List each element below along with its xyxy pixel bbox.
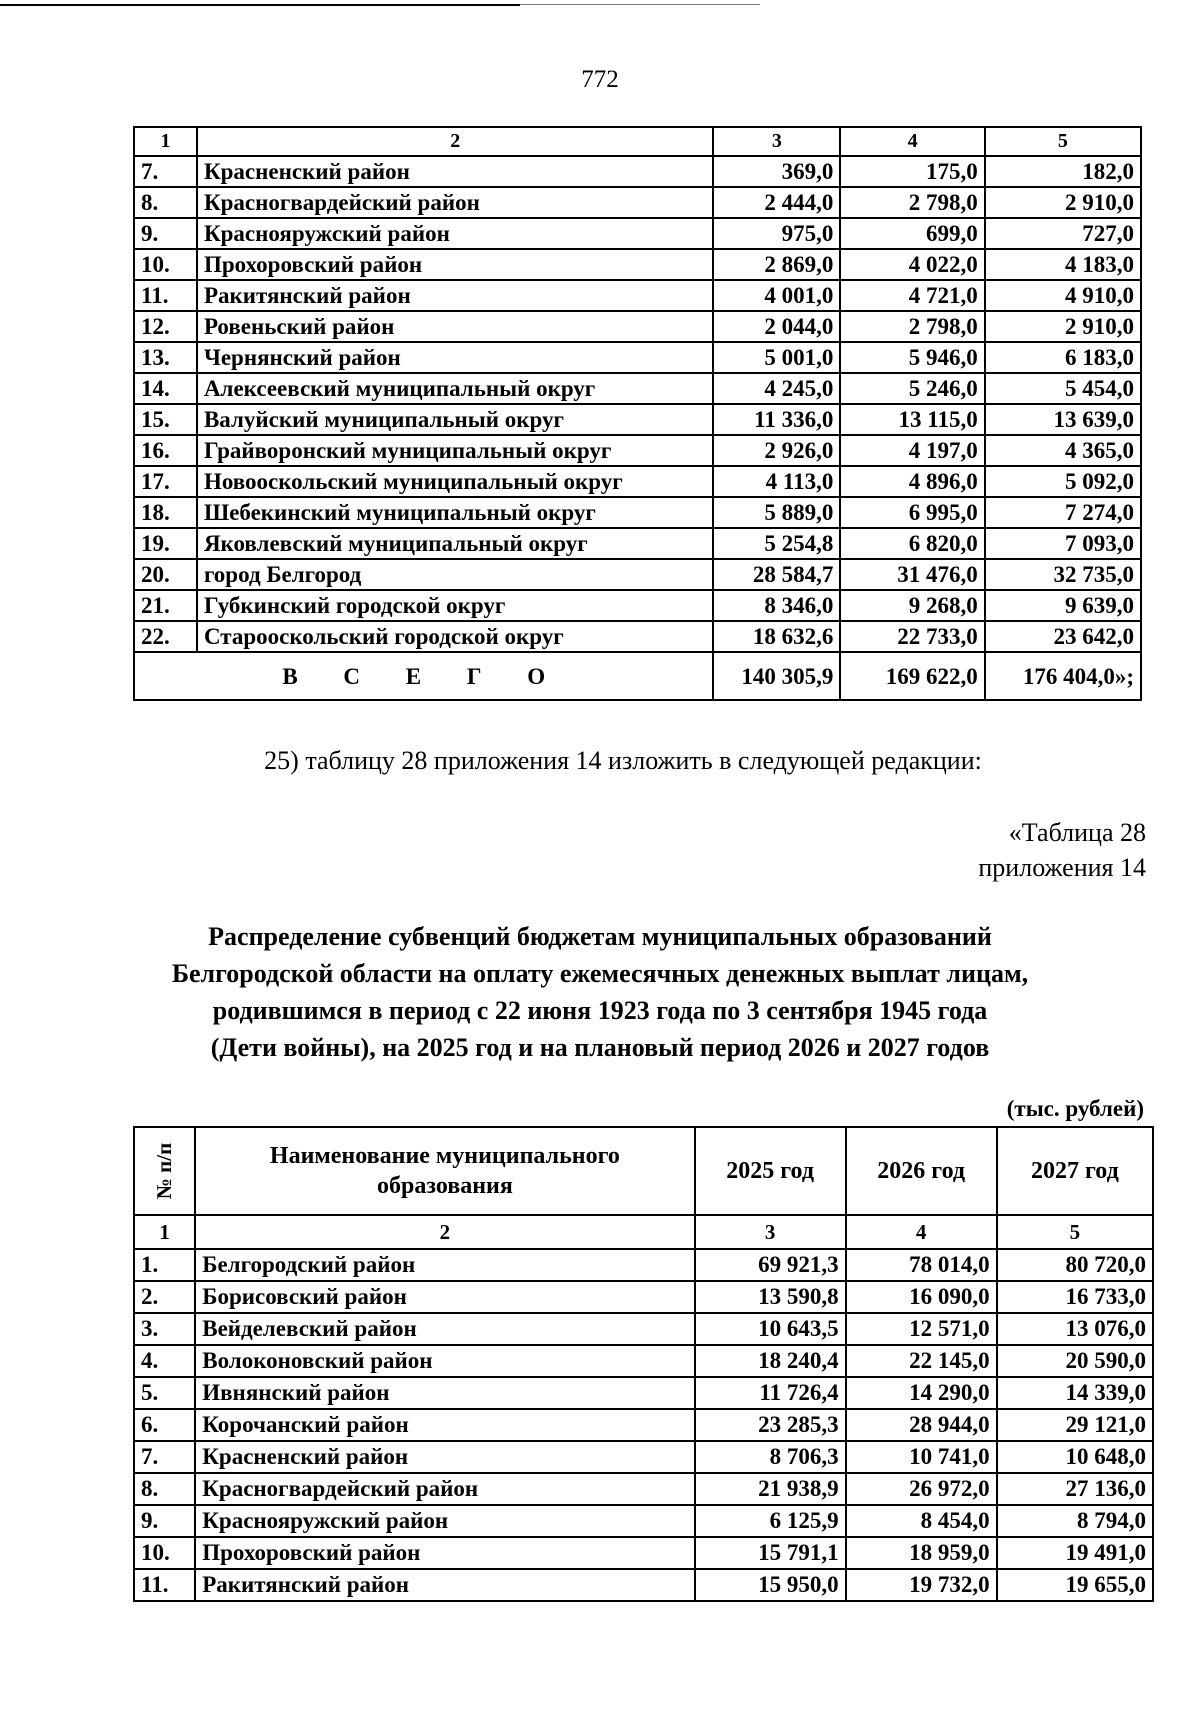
value-2025: 11 726,4: [695, 1377, 846, 1409]
municipality-name: Новооскольский муниципальный округ: [197, 466, 714, 497]
municipality-name: Ровеньский район: [197, 311, 714, 342]
value-2027: 8 794,0: [997, 1505, 1153, 1537]
value-2027: 27 136,0: [997, 1473, 1153, 1505]
table-row: [134, 466, 1141, 497]
municipality-name: Губкинский городской округ: [197, 590, 714, 621]
value-2026: 4 197,0: [840, 435, 984, 466]
table-row: [134, 1249, 1153, 1281]
top-rule: [0, 4, 520, 6]
table-row: [134, 621, 1141, 652]
value-2027: 16 733,0: [997, 1281, 1153, 1313]
value-2025: 2 044,0: [713, 311, 840, 342]
value-2026: 28 944,0: [846, 1409, 997, 1441]
row-number: 8.: [134, 1473, 195, 1505]
row-number: 13.: [134, 342, 197, 373]
total-2026: 169 622,0: [840, 652, 984, 700]
row-number: 20.: [134, 559, 197, 590]
value-2025: 15 791,1: [695, 1537, 846, 1569]
index-cell: 1: [134, 1215, 195, 1249]
municipality-name: Ракитянский район: [195, 1569, 694, 1601]
value-2027: 23 642,0: [985, 621, 1141, 652]
col-number-header: № п/п: [134, 1127, 195, 1215]
title-line: родившимся в период с 22 июня 1923 года по 3 сентября 1945 года: [212, 996, 988, 1025]
total-2025: 140 305,9: [713, 652, 840, 700]
row-number: 10.: [134, 249, 197, 280]
value-2025: 10 643,5: [695, 1313, 846, 1345]
value-2027: 14 339,0: [997, 1377, 1153, 1409]
value-2026: 4 022,0: [840, 249, 984, 280]
value-2026: 4 896,0: [840, 466, 984, 497]
value-2025: 6 125,9: [695, 1505, 846, 1537]
value-2025: 2 926,0: [713, 435, 840, 466]
value-2026: 22 145,0: [846, 1345, 997, 1377]
value-2027: 80 720,0: [997, 1249, 1153, 1281]
municipality-name: Краснояружский район: [197, 218, 714, 249]
value-2027: 5 454,0: [985, 373, 1141, 404]
value-2026: 78 014,0: [846, 1249, 997, 1281]
table-row: [134, 1313, 1153, 1345]
title-line: (Дети войны), на 2025 год и на плановый период 2026 и 2027 годов: [210, 1033, 990, 1062]
table-row: [134, 187, 1141, 218]
value-2025: 5 889,0: [713, 497, 840, 528]
municipality-name: Прохоровский район: [195, 1537, 694, 1569]
row-number: 12.: [134, 311, 197, 342]
row-number: 19.: [134, 528, 197, 559]
row-number: 7.: [134, 156, 197, 187]
unit-label: (тыс. рублей): [1006, 1096, 1144, 1121]
value-2027: 13 639,0: [985, 404, 1141, 435]
row-number: 9.: [134, 1505, 195, 1537]
row-number: 1.: [134, 1249, 195, 1281]
top-rule-faint: [520, 4, 760, 5]
table-row: [134, 373, 1141, 404]
value-2026: 6 820,0: [840, 528, 984, 559]
municipality-name: Красногвардейский район: [197, 187, 714, 218]
value-2026: 2 798,0: [840, 311, 984, 342]
value-2026: 9 268,0: [840, 590, 984, 621]
value-2026: 5 246,0: [840, 373, 984, 404]
table-row: [134, 590, 1141, 621]
municipality-name: Грайворонский муниципальный округ: [197, 435, 714, 466]
value-2027: 13 076,0: [997, 1313, 1153, 1345]
value-2025: 5 254,8: [713, 528, 840, 559]
municipality-name: Чернянский район: [197, 342, 714, 373]
value-2025: 18 632,6: [713, 621, 840, 652]
col-2025-header: 2025 год: [695, 1127, 846, 1215]
table-row: [134, 559, 1141, 590]
table-row: [134, 1505, 1153, 1537]
row-number: 11.: [134, 1569, 195, 1601]
value-2025: 21 938,9: [695, 1473, 846, 1505]
value-2026: 6 995,0: [840, 497, 984, 528]
value-2026: 2 798,0: [840, 187, 984, 218]
row-number: 9.: [134, 218, 197, 249]
value-2027: 19 655,0: [997, 1569, 1153, 1601]
table-row: [134, 249, 1141, 280]
value-2027: 9 639,0: [985, 590, 1141, 621]
table-row: [134, 342, 1141, 373]
value-2025: 15 950,0: [695, 1569, 846, 1601]
value-2026: 12 571,0: [846, 1313, 997, 1345]
page-number: 772: [581, 66, 619, 93]
table-row: [134, 1441, 1153, 1473]
municipality-name: Красненский район: [197, 156, 714, 187]
value-2025: 18 240,4: [695, 1345, 846, 1377]
municipality-name: Красненский район: [195, 1441, 694, 1473]
index-cell: 4: [846, 1215, 997, 1249]
value-2026: 13 115,0: [840, 404, 984, 435]
municipality-name: Корочанский район: [195, 1409, 694, 1441]
table-row: [134, 1377, 1153, 1409]
value-2026: 175,0: [840, 156, 984, 187]
value-2026: 699,0: [840, 218, 984, 249]
table-row: [134, 1409, 1153, 1441]
table-row: [134, 404, 1141, 435]
value-2027: 7 093,0: [985, 528, 1141, 559]
table-row: [134, 280, 1141, 311]
value-2026: 31 476,0: [840, 559, 984, 590]
value-2025: 69 921,3: [695, 1249, 846, 1281]
value-2027: 5 092,0: [985, 466, 1141, 497]
value-2025: 8 346,0: [713, 590, 840, 621]
municipality-name: Краснояружский район: [195, 1505, 694, 1537]
subsidy-table: [133, 1126, 1154, 1602]
row-number: 22.: [134, 621, 197, 652]
value-2026: 5 946,0: [840, 342, 984, 373]
municipality-name: Алексеевский муниципальный округ: [197, 373, 714, 404]
value-2027: 10 648,0: [997, 1441, 1153, 1473]
table-row: [134, 1281, 1153, 1313]
row-number: 18.: [134, 497, 197, 528]
row-number: 6.: [134, 1409, 195, 1441]
header-cell: 1: [134, 127, 197, 156]
value-2025: 4 245,0: [713, 373, 840, 404]
row-number: 17.: [134, 466, 197, 497]
continued-table: [133, 126, 1142, 701]
row-number: 21.: [134, 590, 197, 621]
table-row: [134, 156, 1141, 187]
table-row: [134, 1569, 1153, 1601]
table-ref-line1: «Таблица 28: [1008, 818, 1146, 847]
value-2027: 2 910,0: [985, 187, 1141, 218]
value-2027: 4 183,0: [985, 249, 1141, 280]
title-line: Распределение субвенций бюджетам муниципальных образований: [208, 922, 992, 951]
value-2025: 28 584,7: [713, 559, 840, 590]
value-2027: 7 274,0: [985, 497, 1141, 528]
header-cell: 5: [985, 127, 1141, 156]
municipality-name: Старооскольский городской округ: [197, 621, 714, 652]
table-row: [134, 497, 1141, 528]
table-header-row: [134, 127, 1141, 156]
index-cell: 5: [997, 1215, 1153, 1249]
index-cell: 2: [195, 1215, 694, 1249]
municipality-name: Красногвардейский район: [195, 1473, 694, 1505]
municipality-name: Валуйский муниципальный округ: [197, 404, 714, 435]
value-2025: 13 590,8: [695, 1281, 846, 1313]
total-label: В С Е Г О: [134, 652, 713, 700]
table-index-row: [134, 1215, 1153, 1249]
value-2026: 14 290,0: [846, 1377, 997, 1409]
municipality-name: Шебекинский муниципальный округ: [197, 497, 714, 528]
value-2027: 29 121,0: [997, 1409, 1153, 1441]
title-line: Белгородской области на оплату ежемесячных денежных выплат лицам,: [171, 959, 1029, 988]
value-2025: 11 336,0: [713, 404, 840, 435]
value-2025: 2 869,0: [713, 249, 840, 280]
value-2025: 975,0: [713, 218, 840, 249]
header-cell: 2: [197, 127, 714, 156]
value-2027: 19 491,0: [997, 1537, 1153, 1569]
instruction-text: 25) таблицу 28 приложения 14 изложить в следующей редакции:: [264, 746, 982, 775]
total-row: [134, 652, 1141, 700]
value-2027: 727,0: [985, 218, 1141, 249]
total-2027: 176 404,0»;: [985, 652, 1141, 700]
table-row: [134, 218, 1141, 249]
value-2025: 4 001,0: [713, 280, 840, 311]
value-2027: 4 910,0: [985, 280, 1141, 311]
municipality-name: Борисовский район: [195, 1281, 694, 1313]
row-number: 8.: [134, 187, 197, 218]
table-row: [134, 1345, 1153, 1377]
value-2025: 5 001,0: [713, 342, 840, 373]
municipality-name: Волоконовский район: [195, 1345, 694, 1377]
row-number: 14.: [134, 373, 197, 404]
municipality-name: Ракитянский район: [197, 280, 714, 311]
municipality-name: Ивнянский район: [195, 1377, 694, 1409]
value-2025: 23 285,3: [695, 1409, 846, 1441]
table-title: [0, 918, 1200, 1066]
row-number: 3.: [134, 1313, 195, 1345]
municipality-name: Яковлевский муниципальный округ: [197, 528, 714, 559]
table-row: [134, 435, 1141, 466]
row-number: 11.: [134, 280, 197, 311]
row-number: 15.: [134, 404, 197, 435]
row-number: 7.: [134, 1441, 195, 1473]
value-2027: 32 735,0: [985, 559, 1141, 590]
value-2026: 16 090,0: [846, 1281, 997, 1313]
value-2026: 19 732,0: [846, 1569, 997, 1601]
value-2027: 2 910,0: [985, 311, 1141, 342]
header-cell: 4: [840, 127, 984, 156]
table-header-row: [134, 1127, 1153, 1215]
value-2026: 8 454,0: [846, 1505, 997, 1537]
municipality-name: Белгородский район: [195, 1249, 694, 1281]
col-name-header: Наименование муниципального образования: [195, 1127, 694, 1215]
value-2027: 20 590,0: [997, 1345, 1153, 1377]
municipality-name: Прохоровский район: [197, 249, 714, 280]
value-2027: 4 365,0: [985, 435, 1141, 466]
municipality-name: Вейделевский район: [195, 1313, 694, 1345]
value-2025: 4 113,0: [713, 466, 840, 497]
table-ref-line2: приложения 14: [978, 853, 1146, 882]
row-number: 4.: [134, 1345, 195, 1377]
col-2026-header: 2026 год: [846, 1127, 997, 1215]
col-2027-header: 2027 год: [997, 1127, 1153, 1215]
row-number: 2.: [134, 1281, 195, 1313]
row-number: 5.: [134, 1377, 195, 1409]
row-number: 16.: [134, 435, 197, 466]
value-2025: 8 706,3: [695, 1441, 846, 1473]
index-cell: 3: [695, 1215, 846, 1249]
value-2026: 26 972,0: [846, 1473, 997, 1505]
value-2026: 18 959,0: [846, 1537, 997, 1569]
header-cell: 3: [713, 127, 840, 156]
value-2025: 2 444,0: [713, 187, 840, 218]
value-2027: 182,0: [985, 156, 1141, 187]
value-2026: 10 741,0: [846, 1441, 997, 1473]
row-number: 10.: [134, 1537, 195, 1569]
table-row: [134, 1537, 1153, 1569]
municipality-name: город Белгород: [197, 559, 714, 590]
table-row: [134, 528, 1141, 559]
value-2027: 6 183,0: [985, 342, 1141, 373]
table-row: [134, 311, 1141, 342]
value-2026: 4 721,0: [840, 280, 984, 311]
value-2026: 22 733,0: [840, 621, 984, 652]
table-row: [134, 1473, 1153, 1505]
value-2025: 369,0: [713, 156, 840, 187]
